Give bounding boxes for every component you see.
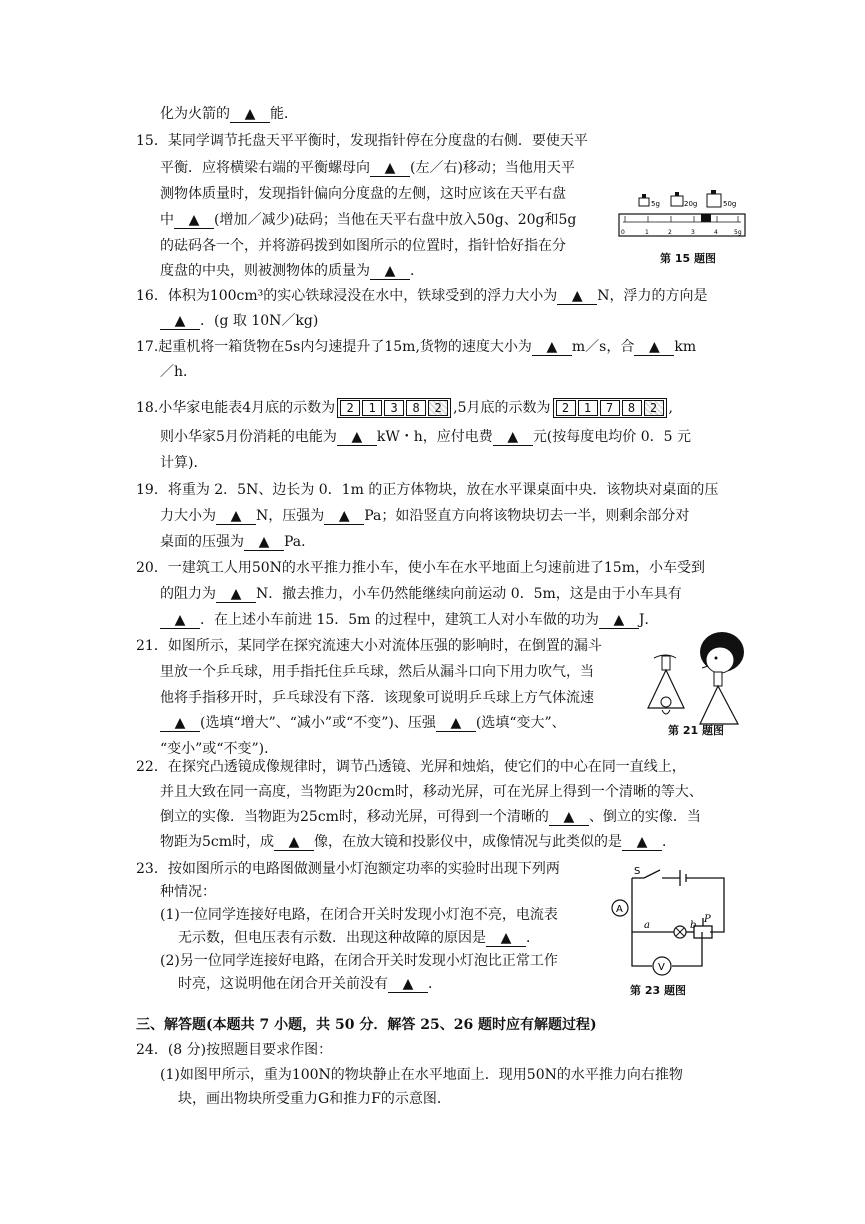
svg-text:20g: 20g <box>684 200 698 208</box>
q15-line3: 测物体质量时，发现指针偏向分度盘的左侧，这时应该在天平右盘 <box>160 186 566 202</box>
q21-line1: 21．如图所示，某同学在探究流速大小对流体压强的影响时，在倒置的漏斗 <box>136 638 602 654</box>
answer-blank[interactable]: ▲ <box>532 339 572 356</box>
weight-20g <box>671 192 697 208</box>
answer-blank[interactable]: ▲ <box>230 106 270 123</box>
figure-23-caption: 第 23 题图 <box>630 984 686 997</box>
student-blowing <box>700 632 744 724</box>
switch-blade <box>644 870 660 878</box>
q14-tail: 化为火箭的 ▲ 能． <box>160 106 298 122</box>
q22-line2: 并且大致在同一高度，当物距为20cm时，移动光屏，可在光屏上得到一个清晰的等大、 <box>160 784 703 800</box>
svg-text:b: b <box>690 920 697 931</box>
svg-text:2: 2 <box>668 229 672 236</box>
answer-blank[interactable]: ▲ <box>216 586 256 603</box>
q16-line1: 16．体积为100cm³的实心铁球浸没在水中，铁球受到的浮力大小为 ▲ N，浮力的方向是 <box>136 288 708 304</box>
q15-line2: 平衡．应将横梁右端的平衡螺母向 ▲ (左／右)移动；当他用天平 <box>160 160 575 176</box>
q19-line3: 桌面的压强为 ▲ Pa． <box>160 534 316 550</box>
figure-15-caption: 第 15 题图 <box>660 252 716 265</box>
q18-line2: 则小华家5月份消耗的电能为 ▲ kW・h，应付电费 ▲ 元(按每度电均价 0．5 元 <box>160 429 691 445</box>
svg-text:P: P <box>704 914 711 925</box>
q19-line1: 19．将重为 2．5N、边长为 0．1m 的正方体物块，放在水平课桌面中央．该物块对桌面的压 <box>136 482 719 498</box>
svg-text:a: a <box>644 920 650 931</box>
answer-blank[interactable]: ▲ <box>493 429 533 446</box>
svg-text:5g: 5g <box>651 200 660 208</box>
q17-line2: ／h． <box>160 364 198 380</box>
answer-blank[interactable]: ▲ <box>160 313 200 330</box>
beam-scale <box>619 214 745 236</box>
q23-line1: 23．按如图所示的电路图做测量小灯泡额定功率的实验时出现下列两 <box>136 861 560 877</box>
answer-blank[interactable]: ▲ <box>436 715 476 732</box>
rheostat <box>694 926 712 938</box>
q18-line3: 计算)． <box>160 455 208 471</box>
q24-line2: (1)如图甲所示，重为100N的物块静止在水平地面上．现用50N的水平推力向右推物 <box>160 1067 683 1083</box>
answer-blank[interactable]: ▲ <box>160 715 200 732</box>
q24-line1: 24．(8 分)按照题目要求作图： <box>136 1042 333 1058</box>
funnel-with-finger <box>648 655 684 714</box>
q24-line3: 块，画出物块所受重力G和推力F的示意图． <box>178 1091 451 1107</box>
answer-blank[interactable]: ▲ <box>370 263 410 280</box>
q16-line2: ▲ ．(g 取 10N／kg) <box>160 311 318 331</box>
section-3-heading: 三、解答题(本题共 7 小题，共 50 分．解答 25、26 题时应有解题过程) <box>136 1017 597 1033</box>
rider <box>701 214 711 222</box>
q23-line6: 时亮，这说明他在闭合开关前没有 ▲ ． <box>178 976 442 992</box>
q20-line1: 20．一建筑工人用50N的水平推力推小车，使小车在水平地面上匀速前进了15m，小车受到 <box>136 560 705 576</box>
answer-blank[interactable]: ▲ <box>388 976 428 993</box>
svg-text:V: V <box>658 962 665 973</box>
svg-text:3: 3 <box>691 229 695 236</box>
svg-text:50g: 50g <box>723 200 737 208</box>
svg-text:S: S <box>634 866 641 877</box>
q21-line2: 里放一个乒乓球，用手指托住乒乓球，然后从漏斗口向下用力吹气，当 <box>160 664 594 680</box>
answer-blank[interactable]: ▲ <box>486 930 526 947</box>
weight-50g <box>707 190 736 208</box>
answer-blank[interactable]: ▲ <box>557 288 597 305</box>
q22-line1: 22．在探究凸透镜成像规律时，调节凸透镜、光屏和烛焰，使它们的中心在同一直线上， <box>136 759 686 775</box>
q22-line4: 物距为5cm时，成 ▲ 像，在放大镜和投影仪中，成像情况与此类似的是 ▲ ． <box>160 834 677 850</box>
svg-text:5g: 5g <box>734 229 742 236</box>
figure-21-caption: 第 21 题图 <box>668 724 724 737</box>
q21-line4: ▲ (选填“增大”、“减小”或“不变”)、压强 ▲ (选填“变大”、 <box>160 713 566 733</box>
q23-line4: 无示数，但电压表有示数．出现这种故障的原因是 ▲ ． <box>178 930 540 946</box>
answer-blank[interactable]: ▲ <box>337 429 377 446</box>
q20-line2: 的阻力为 ▲ N．撤去推力，小车仍然能继续向前运动 0．5m，这是由于小车具有 <box>160 586 682 602</box>
q22-line3: 倒立的实像．当物距为25cm时，移动光屏，可得到一个清晰的 ▲ 、倒立的实像．当 <box>160 809 701 825</box>
answer-blank[interactable]: ▲ <box>549 809 589 826</box>
svg-text:0: 0 <box>621 229 625 236</box>
q23-line5: (2)另一位同学连接好电路，在闭合开关时发现小灯泡比正常工作 <box>160 953 558 969</box>
q15-line6: 度盘的中央，则被测物体的质量为 ▲ ． <box>160 263 424 279</box>
q23-line2: 种情况： <box>160 884 216 900</box>
q18-line1: 18.小华家电能表4月底的示数为 2 1 3 8 2 ,5月底的示数为 2 1 7 8 2 , <box>136 400 673 416</box>
answer-blank[interactable]: ▲ <box>244 534 284 551</box>
figure-21-funnel <box>644 628 754 728</box>
q15-line4: 中 ▲ (增加／减少)砝码；当他在天平右盘中放入50g、20g和5g <box>160 212 577 228</box>
weight-5g <box>639 194 660 208</box>
q19-line2: 力大小为 ▲ N，压强为 ▲ Pa；如沿竖直方向将该物块切去一半，则剩余部分对 <box>160 508 690 524</box>
answer-blank[interactable]: ▲ <box>324 508 364 525</box>
answer-blank[interactable]: ▲ <box>634 339 674 356</box>
answer-blank[interactable]: ▲ <box>370 160 410 177</box>
svg-text:A: A <box>616 904 623 915</box>
answer-blank[interactable]: ▲ <box>174 212 214 229</box>
svg-text:1: 1 <box>645 229 649 236</box>
answer-blank[interactable]: ▲ <box>274 834 314 851</box>
q20-line3: ▲ ．在上述小车前进 15．5m 的过程中，建筑工人对小车做的功为 ▲ J． <box>160 610 659 630</box>
answer-blank[interactable]: ▲ <box>216 508 256 525</box>
figure-23-circuit <box>604 862 739 984</box>
answer-blank[interactable]: ▲ <box>622 834 662 851</box>
q21-line3: 他将手指移开时，乒乓球没有下落．该现象可说明乒乓球上方气体流速 <box>160 690 594 706</box>
q15-line1: 15．某同学调节托盘天平平衡时，发现指针停在分度盘的右侧．要使天平 <box>136 133 588 149</box>
q17-line1: 17.起重机将一箱货物在5s内匀速提升了15m,货物的速度大小为 ▲ m／s，合 ▲ km <box>136 339 697 355</box>
meter-april: 2 1 3 8 2 <box>337 398 451 418</box>
q23-line3: (1)一位同学连接好电路，在闭合开关时发现小灯泡不亮，电流表 <box>160 907 558 923</box>
answer-blank[interactable]: ▲ <box>599 612 639 629</box>
answer-blank[interactable]: ▲ <box>160 612 200 629</box>
q15-line5: 的砝码各一个，并将游码拨到如图所示的位置时，指针恰好指在分 <box>160 238 566 254</box>
svg-text:4: 4 <box>714 229 718 236</box>
meter-may: 2 1 7 8 2 <box>553 398 667 418</box>
q21-line5: “变小”或“不变”)． <box>160 741 279 757</box>
